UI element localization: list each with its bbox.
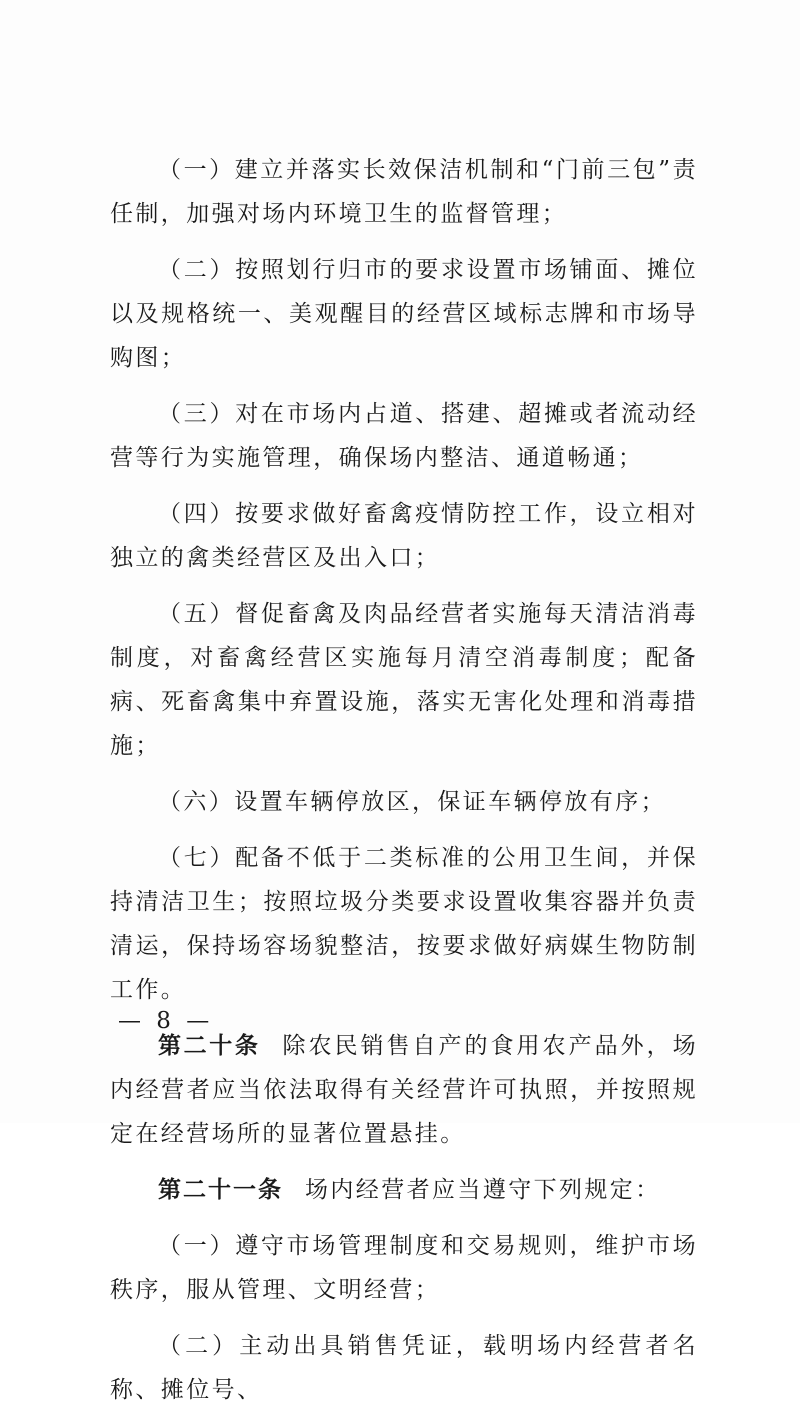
paragraph-text: （二）按照划行归市的要求设置市场铺面、摊位以及规格统一、美观醒目的经营区域标志牌和市场导购图； [110, 257, 698, 371]
paragraph-text: （三）对在市场内占道、搭建、超摊或者流动经营等行为实施管理，确保场内整洁、通道畅通； [110, 401, 698, 471]
page-number: — 8 — [118, 1008, 214, 1034]
paragraph-text: （一）建立并落实长效保洁机制和“门前三包”责任制，加强对场内环境卫生的监督管理； [110, 157, 698, 227]
article-paragraph [110, 1024, 698, 1156]
article-number: 第二十一条 [158, 1177, 283, 1203]
clause-paragraph [110, 780, 698, 824]
clause-paragraph [110, 148, 698, 236]
article-number: 第二十条 [158, 1033, 261, 1059]
paragraph-text: （五）督促畜禽及肉品经营者实施每天清洁消毒制度，对畜禽经营区实施每月清空消毒制度；配备病、死畜禽集中弃置设施，落实无害化处理和消毒措施； [110, 601, 698, 759]
clause-paragraph [110, 248, 698, 380]
paragraph-text: （二）主动出具销售凭证，载明场内经营者名称、摊位号、 [110, 1333, 698, 1403]
paragraph-text: （七）配备不低于二类标准的公用卫生间，并保持清洁卫生；按照垃圾分类要求设置收集容器并负责清运，保持场容场貌整洁，按要求做好病媒生物防制工作。 [110, 845, 698, 1003]
article-paragraph [110, 1168, 698, 1212]
clause-paragraph [110, 1224, 698, 1312]
clause-paragraph [110, 592, 698, 768]
document-body [110, 148, 698, 1424]
clause-paragraph [110, 836, 698, 1012]
paragraph-text: （一）遵守市场管理制度和交易规则，维护市场秩序，服从管理、文明经营； [110, 1233, 698, 1303]
clause-paragraph [110, 492, 698, 580]
paragraph-text: （六）设置车辆停放区，保证车辆停放有序； [158, 789, 666, 815]
clause-paragraph [110, 1324, 698, 1412]
paragraph-text: （四）按要求做好畜禽疫情防控工作，设立相对独立的禽类经营区及出入口； [110, 501, 698, 571]
paragraph-text: 场内经营者应当遵守下列规定： [305, 1177, 661, 1203]
paragraph-text: 除农民销售自产的食用农产品外，场内经营者应当依法取得有关经营许可执照，并按照规定在经营场所的显著位置悬挂。 [110, 1033, 699, 1147]
clause-paragraph [110, 392, 698, 480]
